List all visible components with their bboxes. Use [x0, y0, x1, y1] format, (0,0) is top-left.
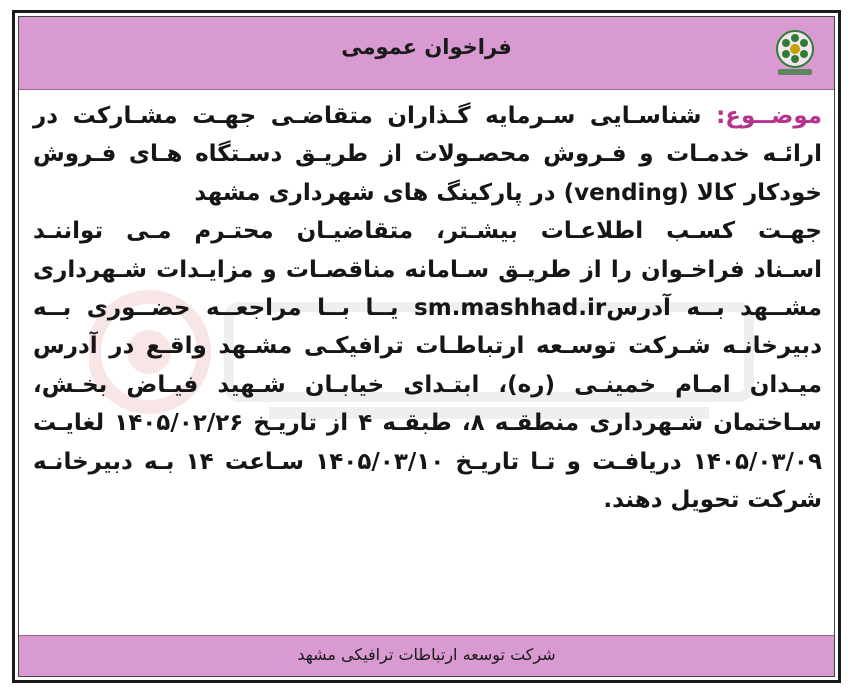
body-line-11: شرکت تحویل دهند. [603, 487, 822, 514]
announcement-body [33, 97, 822, 519]
mashhad-municipality-logo-icon [770, 27, 820, 79]
body-line-6: مشــهد بــه آدرسsm.mashhad.ir یــا بــا مراجعــه حضــوری بــه [33, 295, 823, 322]
header-band [19, 17, 834, 90]
body-line-8: میـدان امـام خمینـی (ره)، ابتـدای خیابـان شـهید فیـاض بخـش، [33, 371, 822, 398]
body-line-1: موضــوع: شناسـایی سـرمایه گـذاران متقاضـی جهـت مشـارکت در [33, 103, 822, 129]
body-line-4: جهـت کسـب اطلاعـات بیشـتر، متقاضیـان محتـرم مـی تواننـد [33, 218, 822, 245]
body-line-7: دبیرخانـه شـرکت توسـعه ارتباطـات ترافیکـی مشـهد واقـع در آدرس [33, 333, 822, 360]
announcement-box [18, 16, 835, 677]
announcement-title: فراخوان عمومی [341, 35, 512, 59]
body-line-2: ارائـه خدمـات و فـروش محصـولات از طریـق دسـتگاه هـای فـروش [33, 141, 822, 168]
footer-band [19, 635, 834, 676]
body-line-5: اسـناد فراخـوان را از طریـق سـامانه مناقصـات و مزایـدات شـهرداری [33, 256, 822, 283]
subject-label: موضــوع: [716, 103, 822, 129]
footer-company-name: شرکت توسعه ارتباطات ترافیکی مشهد [297, 645, 556, 664]
body-line-3: خودکار کالا (vending) در پارکینگ های شهرداری مشهد [194, 179, 822, 206]
body-line-9: سـاختمان شـهرداری منطقـه ۸، طبقـه ۴ از تاریـخ ۱۴۰۵/۰۲/۲۶ لغایـت [33, 410, 823, 437]
body-line-10: ۱۴۰۵/۰۳/۰۹ دریافـت و تـا تاریـخ ۱۴۰۵/۰۳/۱۰ سـاعت ۱۴ بـه دبیرخانـه [33, 448, 822, 475]
